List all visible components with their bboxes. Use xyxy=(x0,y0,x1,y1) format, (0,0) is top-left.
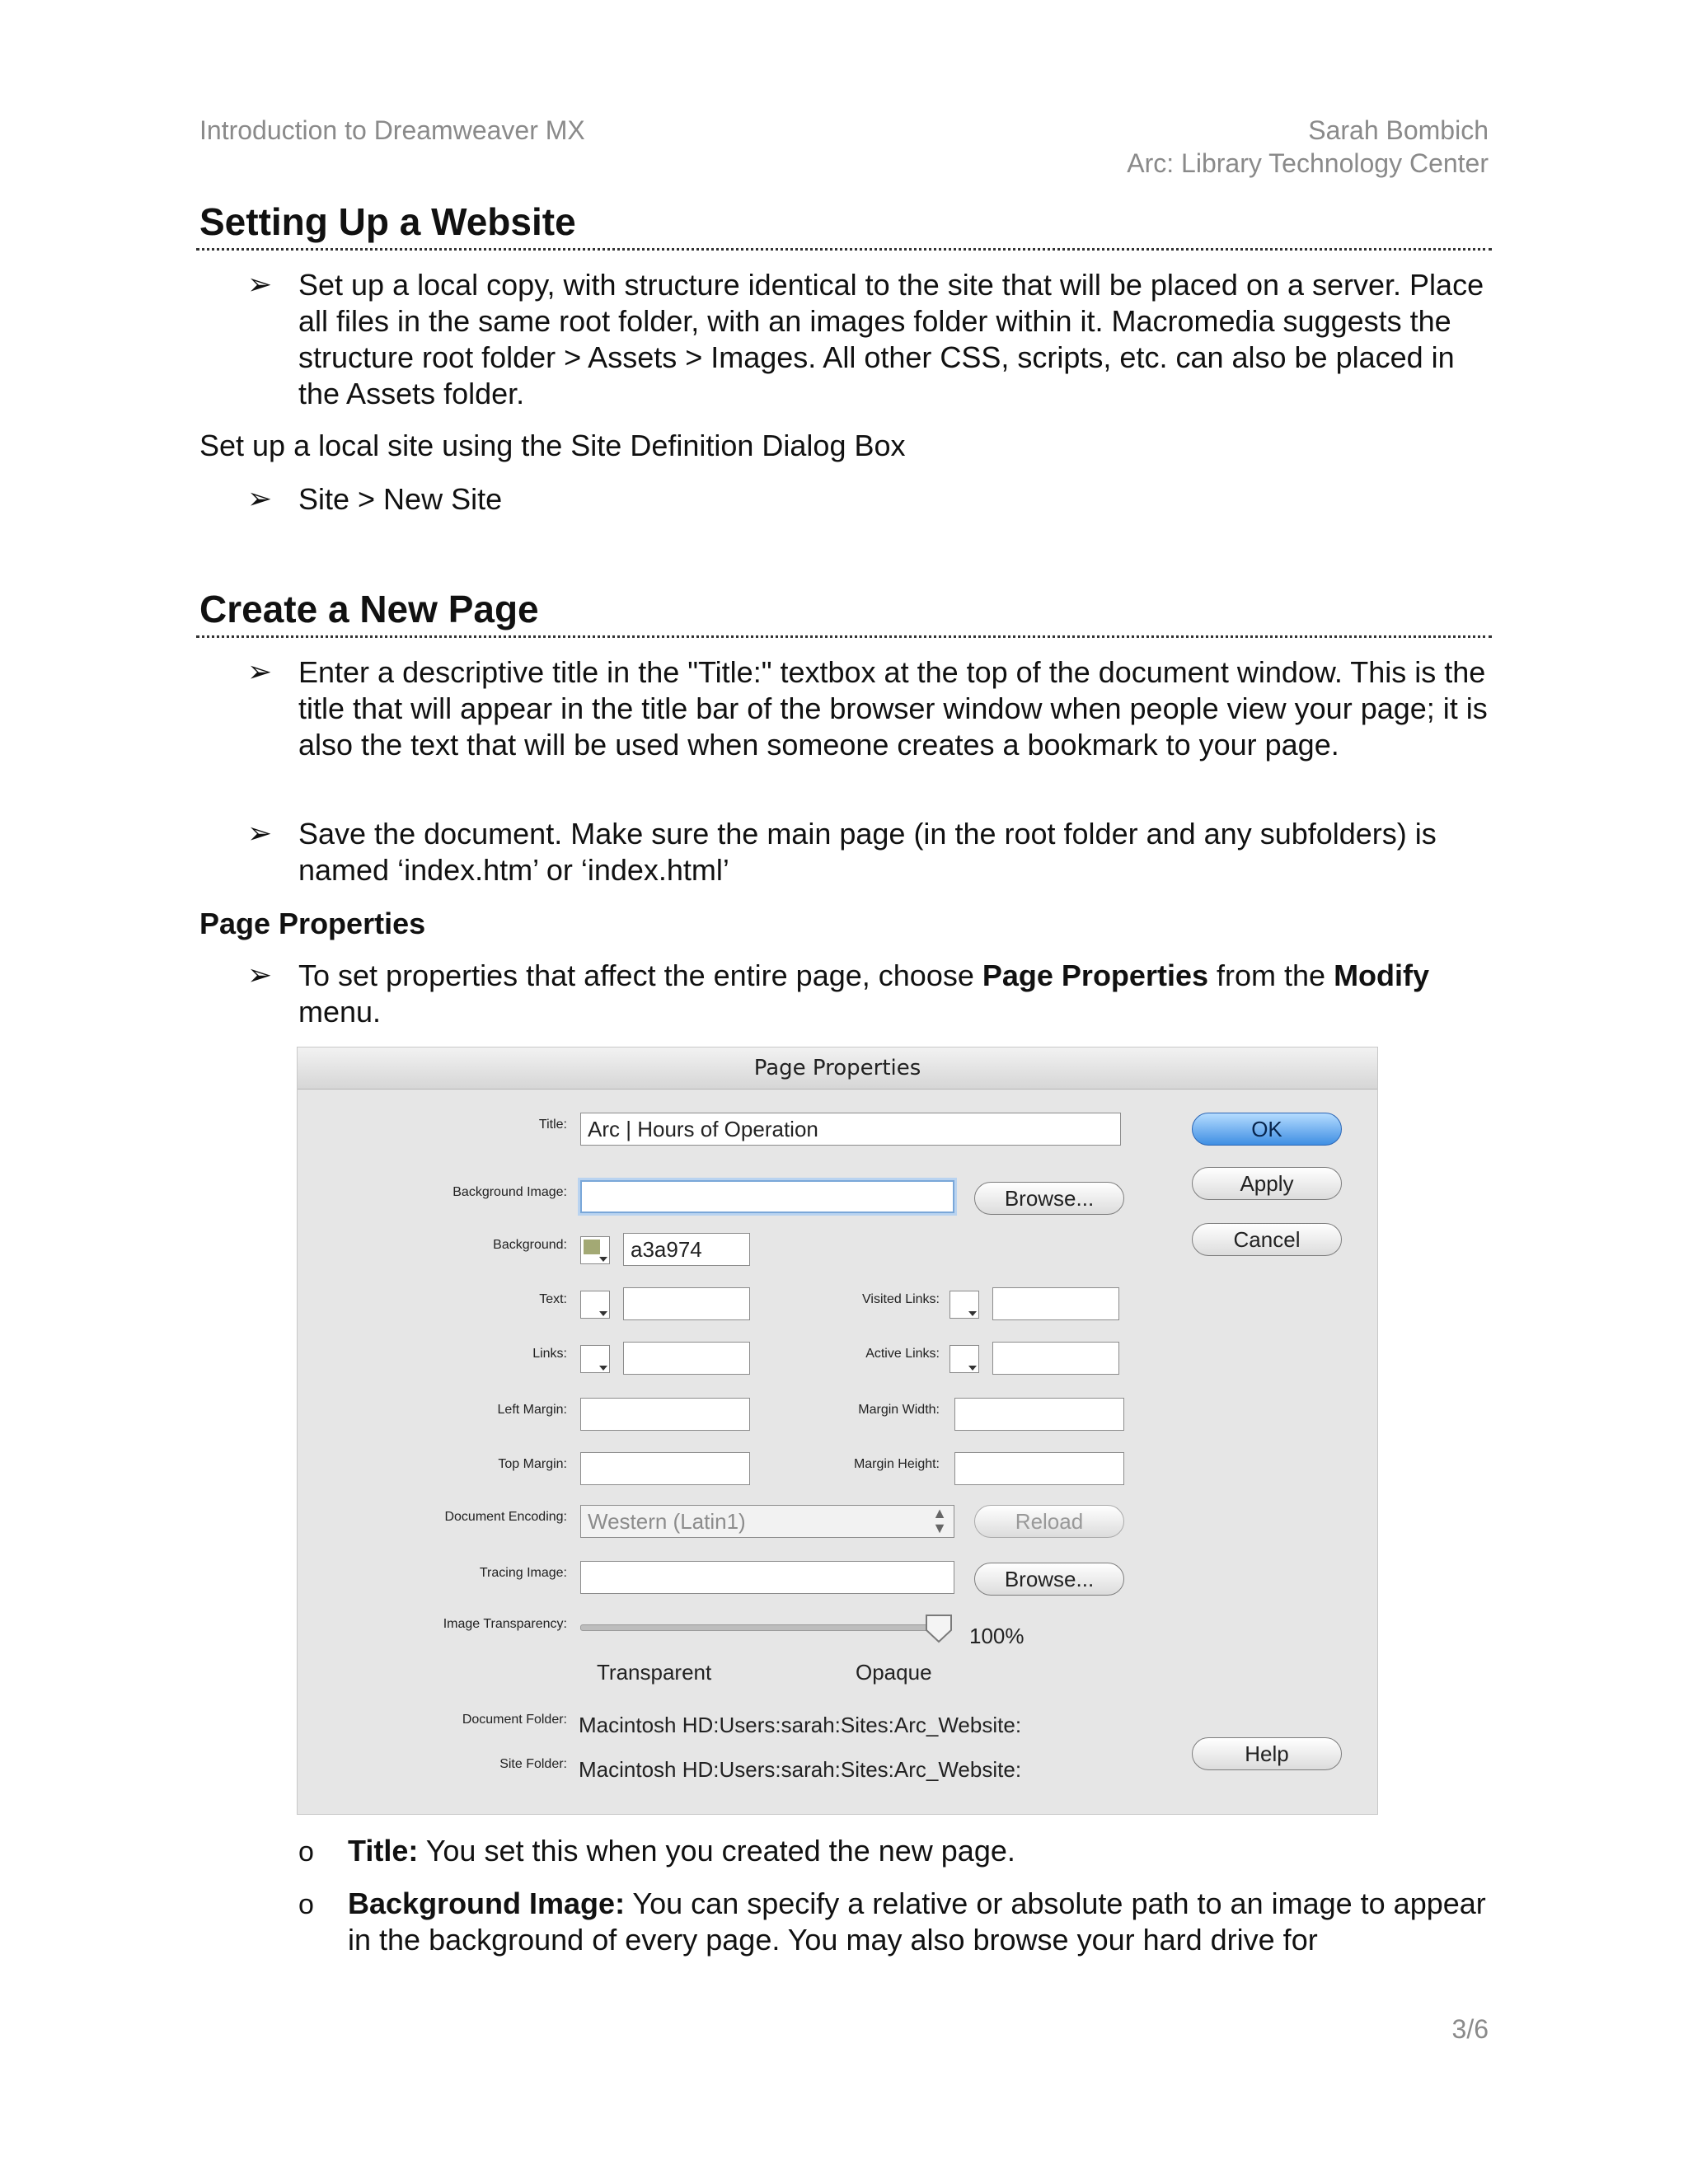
ok-button[interactable]: OK xyxy=(1192,1113,1342,1146)
background-image-input[interactable] xyxy=(580,1180,954,1213)
visited-links-swatch[interactable] xyxy=(950,1291,979,1319)
page-properties-subheading: Page Properties xyxy=(199,907,426,940)
margin-width-label: Margin Width: xyxy=(858,1403,940,1417)
text-color-swatch[interactable] xyxy=(580,1291,610,1319)
section-heading-new-page: Create a New Page xyxy=(199,588,539,630)
opaque-label: Opaque xyxy=(856,1660,932,1685)
text-run: menu. xyxy=(298,995,382,1029)
chevron-down-icon xyxy=(599,1311,607,1316)
transparency-value: 100% xyxy=(969,1624,1025,1648)
swatch-fill xyxy=(584,1240,600,1254)
document-folder-label: Document Folder: xyxy=(462,1713,567,1727)
setup-plain-text: Set up a local site using the Site Definition Dialog Box xyxy=(199,429,906,462)
background-image-label: Background Image: xyxy=(452,1185,567,1199)
active-links-input[interactable] xyxy=(992,1342,1119,1375)
encoding-value: Western (Latin1) xyxy=(588,1509,746,1534)
bold-run: Page Properties xyxy=(982,958,1208,992)
browse-tracing-button[interactable]: Browse... xyxy=(974,1563,1124,1596)
site-menu-path: Site > New Site xyxy=(298,482,503,516)
save-paragraph: Save the document. Make sure the main page (in the root folder and any subfolders) is named ‘index.htm’ or ‘index.html’ xyxy=(298,817,1437,887)
circle-bullet-icon: o xyxy=(298,1889,314,1920)
stepper-arrows-icon: ▲ ▼ xyxy=(932,1505,947,1536)
background-color-swatch[interactable] xyxy=(580,1236,610,1264)
browse-background-button[interactable]: Browse... xyxy=(974,1182,1124,1215)
apply-button[interactable]: Apply xyxy=(1192,1167,1342,1200)
background-color-input[interactable]: a3a974 xyxy=(623,1233,750,1266)
heading-rule xyxy=(196,248,1492,251)
help-button[interactable]: Help xyxy=(1192,1737,1342,1770)
active-links-label: Active Links: xyxy=(865,1347,940,1361)
arrow-bullet-icon: ➢ xyxy=(247,816,273,850)
tracing-image-input[interactable] xyxy=(580,1561,954,1594)
bold-run: Title: xyxy=(348,1834,419,1868)
arrow-bullet-icon: ➢ xyxy=(247,481,273,515)
top-margin-input[interactable] xyxy=(580,1452,750,1485)
links-color-swatch[interactable] xyxy=(580,1345,610,1373)
chevron-down-icon xyxy=(599,1257,607,1262)
active-links-swatch[interactable] xyxy=(950,1345,979,1373)
title-description xyxy=(348,1833,1502,1869)
left-margin-label: Left Margin: xyxy=(497,1403,567,1417)
bold-run: Modify xyxy=(1334,958,1430,992)
heading-rule xyxy=(196,635,1492,638)
site-folder-label: Site Folder: xyxy=(499,1757,567,1771)
setup-paragraph: Set up a local copy, with structure identical to the site that will be placed on a server. Place all files in the same root folder, with an images folder within it. Macromedia suggests the structure root folder > Assets > Images. All other CSS, scripts, etc. can also be placed in the Assets folder. xyxy=(298,268,1484,410)
dialog-title-bar: Page Properties xyxy=(298,1047,1377,1090)
document-folder-value: Macintosh HD:Users:sarah:Sites:Arc_Website: xyxy=(579,1713,1022,1737)
text-run: You can specify a relative or absolute path to an image to appear in the background of every page. You may also browse your hard drive for xyxy=(348,1886,1486,1957)
bold-run: Background Image: xyxy=(348,1886,626,1920)
transparency-slider-thumb[interactable] xyxy=(925,1614,953,1643)
encoding-label: Document Encoding: xyxy=(444,1510,567,1524)
header-org: Arc: Library Technology Center xyxy=(1127,148,1489,178)
arrow-bullet-icon: ➢ xyxy=(247,958,273,991)
chevron-down-icon xyxy=(968,1366,977,1371)
text-run: You set this when you created the new page. xyxy=(418,1834,1015,1868)
links-color-label: Links: xyxy=(532,1347,567,1361)
text-color-input[interactable] xyxy=(623,1287,750,1320)
header-author: Sarah Bombich xyxy=(1308,115,1489,145)
margin-width-input[interactable] xyxy=(954,1398,1124,1431)
section-heading-setup: Setting Up a Website xyxy=(199,200,576,243)
title-label: Title: xyxy=(538,1118,567,1132)
transparency-label: Image Transparency: xyxy=(443,1617,567,1631)
background-label: Background: xyxy=(493,1238,567,1252)
visited-links-label: Visited Links: xyxy=(862,1292,940,1306)
text-color-label: Text: xyxy=(539,1292,567,1306)
text-run: from the xyxy=(1208,958,1334,992)
tracing-image-label: Tracing Image: xyxy=(479,1566,567,1580)
header-doc-title: Introduction to Dreamweaver MX xyxy=(199,115,585,145)
chevron-down-icon xyxy=(968,1311,977,1316)
transparency-slider-track[interactable] xyxy=(580,1624,943,1631)
text-run: To set properties that affect the entire page, choose xyxy=(298,958,982,992)
arrow-bullet-icon: ➢ xyxy=(247,267,273,301)
page-properties-dialog xyxy=(297,1047,1378,1815)
margin-height-input[interactable] xyxy=(954,1452,1124,1485)
encoding-select[interactable] xyxy=(580,1505,954,1538)
visited-links-input[interactable] xyxy=(992,1287,1119,1320)
margin-height-label: Margin Height: xyxy=(853,1457,940,1471)
background-image-description xyxy=(348,1886,1502,1958)
top-margin-label: Top Margin: xyxy=(498,1457,567,1471)
page-properties-paragraph xyxy=(298,958,1502,1030)
chevron-down-icon xyxy=(599,1366,607,1371)
reload-button[interactable]: Reload xyxy=(974,1505,1124,1538)
site-folder-value: Macintosh HD:Users:sarah:Sites:Arc_Website: xyxy=(579,1757,1022,1782)
page-number: 3/6 xyxy=(1451,2014,1489,2044)
links-color-input[interactable] xyxy=(623,1342,750,1375)
arrow-bullet-icon: ➢ xyxy=(247,654,273,688)
title-input[interactable]: Arc | Hours of Operation xyxy=(580,1113,1121,1146)
left-margin-input[interactable] xyxy=(580,1398,750,1431)
transparent-label: Transparent xyxy=(597,1660,712,1685)
cancel-button[interactable]: Cancel xyxy=(1192,1223,1342,1256)
title-paragraph: Enter a descriptive title in the "Title:" textbox at the top of the document window. This is the title that will appear in the title bar of the browser window when people view your page; it is also the text that will be used when someone creates a bookmark to your page. xyxy=(298,655,1488,762)
circle-bullet-icon: o xyxy=(298,1836,314,1868)
